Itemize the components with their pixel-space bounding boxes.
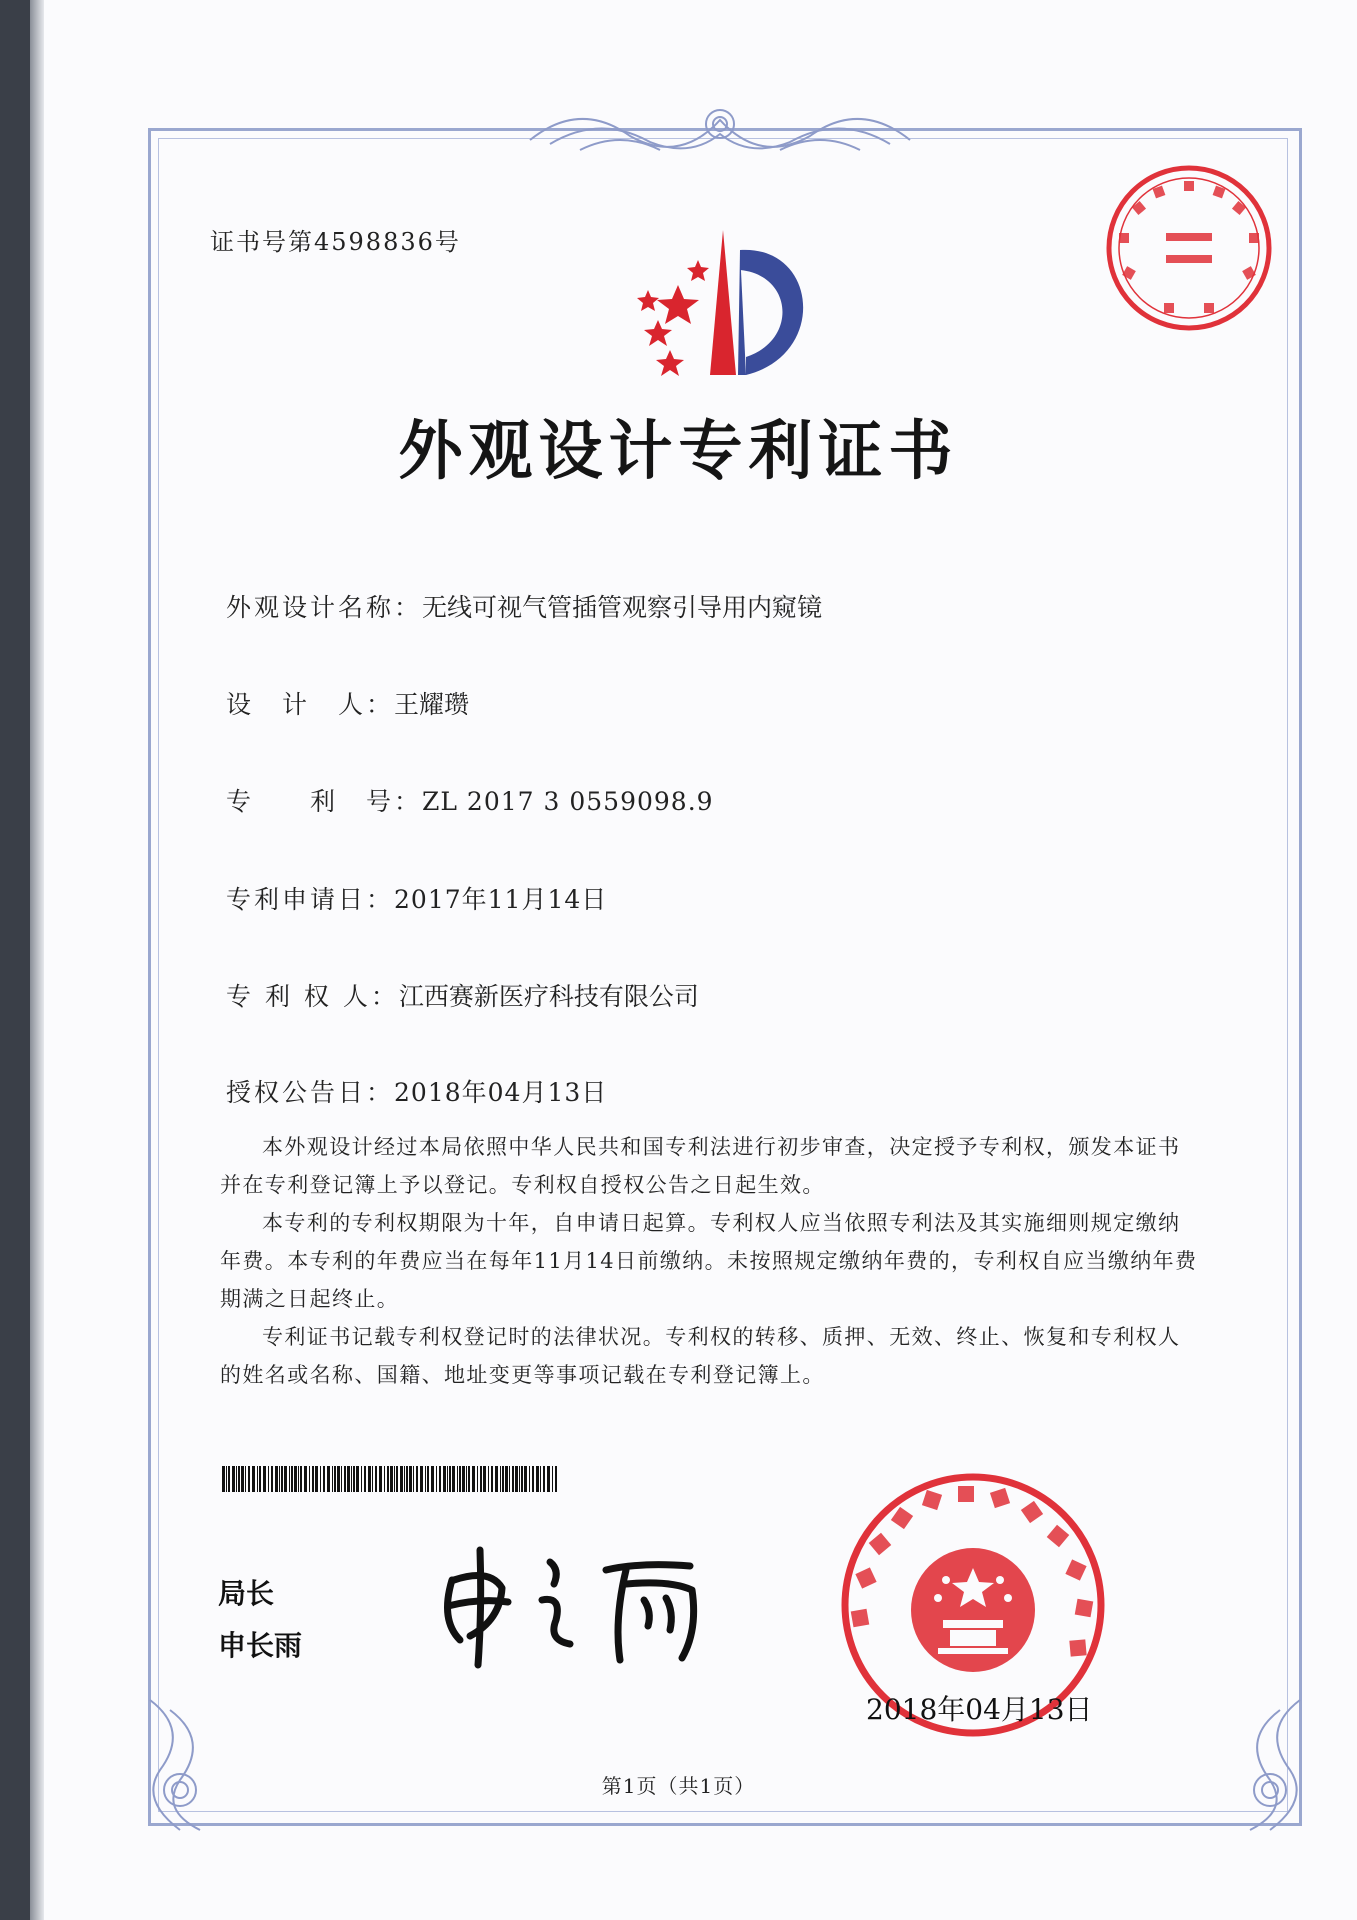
patentee-field [226, 977, 699, 1013]
barcode-icon [222, 1466, 562, 1492]
seal-date: 2018年04月13日 [866, 1693, 1093, 1726]
application-date-field [226, 880, 607, 916]
certificate-body [220, 1128, 1200, 1394]
local-tax-seal-icon [1104, 163, 1274, 333]
field-label: 授权公告日： [226, 1078, 395, 1107]
signature-icon [430, 1540, 720, 1670]
field-label: 专 利 号： [226, 787, 423, 816]
field-label: 设 计 人： [226, 690, 395, 719]
page-info: 第1页（共1页） [601, 1774, 756, 1798]
director-name: 申长雨 [218, 1629, 303, 1662]
field-value: 王耀瓒 [394, 690, 470, 719]
field-value: 无线可视气管插管观察引导用内窥镜 [422, 593, 823, 622]
field-label: 外观设计名称： [226, 593, 423, 622]
field-value: 江西赛新医疗科技有限公司 [398, 982, 699, 1011]
national-emblem-icon [911, 1548, 1035, 1672]
field-label: 专 利 权 人： [226, 982, 399, 1011]
guilloche-ornament-icon [130, 1690, 250, 1840]
certificate-inner-frame [158, 138, 1288, 1812]
certificate-number: 证书号第4598836号 [210, 228, 461, 256]
patent-number-field [226, 782, 714, 818]
cnipa-logo-icon [628, 225, 828, 385]
scan-edge [30, 0, 44, 1920]
guilloche-ornament-icon [1200, 1690, 1320, 1840]
field-value: 2017年11月14日 [394, 885, 608, 914]
designer-field [226, 685, 469, 721]
grant-date-field [226, 1073, 607, 1109]
field-value: 2018年04月13日 [394, 1078, 608, 1107]
design-name-field [226, 588, 822, 624]
field-label: 专利申请日： [226, 885, 395, 914]
guilloche-ornament-icon [520, 100, 920, 164]
director-label: 局长 [218, 1577, 275, 1610]
field-value: ZL 2017 3 0559098.9 [422, 787, 714, 816]
body-paragraph: 专利证书记载专利权登记时的法律状况。专利权的转移、质押、无效、终止、恢复和专利权人的姓名或名称、国籍、地址变更等事项记载在专利登记簿上。 [220, 1325, 1181, 1387]
certificate-title: 外观设计专利证书 [398, 415, 959, 489]
body-paragraph: 本专利的专利权期限为十年，自申请日起算。专利权人应当依照专利法及其实施细则规定缴纳年费。本专利的年费应当在每年11月14日前缴纳。未按照规定缴纳年费的，专利权自应当缴纳年费期满之日起终止。 [220, 1211, 1198, 1311]
body-paragraph: 本外观设计经过本局依照中华人民共和国专利法进行初步审查，决定授予专利权，颁发本证书并在专利登记簿上予以登记。专利权自授权公告之日起生效。 [220, 1135, 1181, 1197]
